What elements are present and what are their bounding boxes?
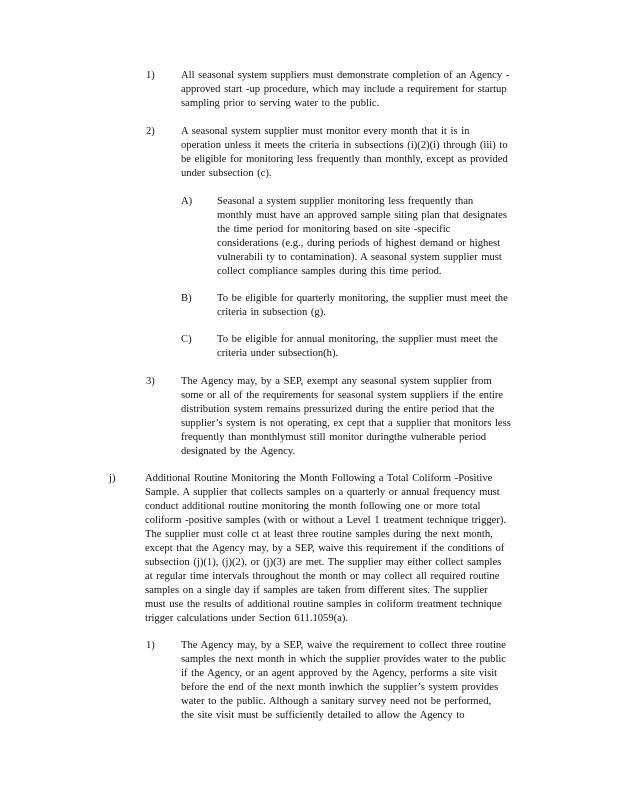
text-line: A seasonal system supplier must monitor every month that it is in bbox=[181, 126, 470, 137]
text-line: under subsection (c). bbox=[181, 168, 272, 179]
text-line: some or all of the requirements for seasonal system suppliers if the entire bbox=[181, 390, 504, 401]
text-line: be eligible for monitoring less frequently than monthly, except as provided bbox=[181, 154, 508, 165]
text-line: monthly must have an approved sample siting plan that designates bbox=[217, 210, 507, 221]
text-line: vulnerabili ty to contamination). A seasonal system supplier must bbox=[217, 252, 502, 263]
text-line: the time period for monitoring based on site -specific bbox=[217, 224, 451, 235]
item-label: 2) bbox=[146, 126, 155, 137]
item-label: A) bbox=[181, 196, 193, 207]
text-line: The Agency may, by a SEP, waive the requirement to collect three routine bbox=[181, 640, 506, 651]
text-line: the site visit must be sufficiently detailed to allow the Agency to bbox=[181, 710, 465, 721]
item-text bbox=[181, 375, 543, 459]
text-line: water to the public. Although a sanitary survey need not be performed, bbox=[181, 696, 492, 707]
text-line: at regular time intervals throughout the month or may collect all required routine bbox=[145, 571, 500, 582]
item-text bbox=[181, 69, 543, 111]
item-text bbox=[217, 292, 537, 320]
item-text bbox=[217, 333, 537, 361]
text-line: before the end of the next month inwhich the supplier’s system provides bbox=[181, 682, 499, 693]
text-line: criteria under subsection(h). bbox=[217, 348, 339, 359]
text-line: samples on a single day if samples are taken from different sites. The supplier bbox=[145, 585, 488, 596]
text-line: distribution system remains pressurized during the entire period that the bbox=[181, 404, 495, 415]
text-line: approved start -up procedure, which may include a requirement for startup bbox=[181, 84, 507, 95]
text-line: conduct additional routine monitoring the month following one or more total bbox=[145, 501, 481, 512]
text-line: All seasonal system suppliers must demonstrate completion of an Agency - bbox=[181, 70, 510, 81]
item-label: 1) bbox=[146, 70, 155, 81]
text-line: subsection (j)(1), (j)(2), or (j)(3) are met. The supplier may either collect samples bbox=[145, 557, 502, 568]
text-line: trigger calculations under Section 611.1059(a). bbox=[145, 613, 349, 624]
text-line: Seasonal a system supplier monitoring less frequently than bbox=[217, 196, 474, 207]
item-label: B) bbox=[181, 293, 192, 304]
text-line: supplier’s system is not operating, ex cept that a supplier that monitors less bbox=[181, 418, 511, 429]
item-label: 3) bbox=[146, 376, 155, 387]
item-text bbox=[145, 472, 541, 626]
text-line: except that the Agency may, by a SEP, waive this requirement if the conditions of bbox=[145, 543, 505, 554]
text-line: sampling prior to serving water to the public. bbox=[181, 98, 380, 109]
text-line: if the Agency, or an agent approved by the Agency, performs a site visit bbox=[181, 668, 498, 679]
item-text bbox=[181, 125, 543, 181]
text-line: criteria in subsection (g). bbox=[217, 307, 326, 318]
text-line: collect compliance samples during this time period. bbox=[217, 266, 442, 277]
text-line: must use the results of additional routine samples in coliform treatment technique bbox=[145, 599, 502, 610]
item-label: 1) bbox=[146, 640, 155, 651]
text-line: operation unless it meets the criteria in subsections (i)(2)(i) through (iii) to bbox=[181, 140, 508, 151]
text-line: Additional Routine Monitoring the Month Following a Total Coliform -Positive bbox=[145, 473, 493, 484]
text-line: The supplier must colle ct at least three routine samples during the next month, bbox=[145, 529, 493, 540]
text-line: frequently than monthlymust still monitor duringthe vulnerable period bbox=[181, 432, 487, 443]
item-text bbox=[217, 195, 537, 279]
text-line: Sample. A supplier that collects samples on a quarterly or annual frequency must bbox=[145, 487, 500, 498]
text-line: The Agency may, by a SEP, exempt any seasonal system supplier from bbox=[181, 376, 492, 387]
text-line: samples the next month in which the supplier provides water to the public bbox=[181, 654, 507, 665]
text-line: To be eligible for quarterly monitoring, the supplier must meet the bbox=[217, 293, 508, 304]
text-line: considerations (e.g., during periods of highest demand or highest bbox=[217, 238, 501, 249]
text-line: To be eligible for annual monitoring, the supplier must meet the bbox=[217, 334, 498, 345]
item-label: j) bbox=[109, 473, 116, 484]
text-line: designated by the Agency. bbox=[181, 446, 296, 457]
item-label: C) bbox=[181, 334, 192, 345]
item-text bbox=[181, 639, 543, 723]
text-line: coliform -positive samples (with or without a Level 1 treatment technique trigger). bbox=[145, 515, 507, 526]
